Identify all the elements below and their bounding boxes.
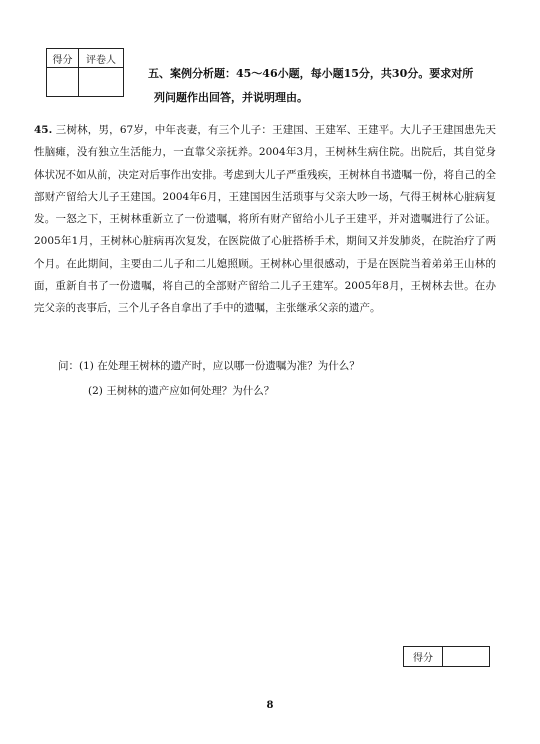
page-number: 8	[266, 700, 274, 711]
sub-question-2-text: (2) 王树林的遗产应如何处理？为什么？	[88, 385, 275, 397]
section-title	[148, 62, 508, 110]
grader-cell[interactable]	[79, 68, 124, 97]
section-title-line1: 五、案例分析题：45～46小题，每小题15分，共30分。要求对所	[148, 67, 474, 80]
sub-question-2	[88, 380, 518, 402]
sub-question-1	[58, 355, 488, 377]
grader-table	[46, 48, 124, 97]
grader-header: 评卷人	[79, 49, 124, 68]
question-text: 三树林，男，67岁，中年丧妻，有三个儿子：王建国、王建军、王建平。大儿子王建国患先天性脑瘫，没有独立生活能力，一直靠父亲抚养。2004年3月，王树林生病住院。出院后，其自觉身体状况不如从前，决定对后事作出安排。考虑到大儿子严重残疾，王树林自书遗嘱一份，将自己的全部财产留给大儿子王建国。2004年6月，王建国因生活琐事与父亲大吵一场，气得王树林心脏病复发。一怒之下，王树林重新立了一份遗嘱，将所有财产留给小儿子王建平，并对遗嘱进行了公证。2005年1月，王树林心脏病再次复发，在医院做了心脏搭桥手术，期间又并发肺炎，在院治疗了两个月。在此期间，主要由二儿子和二儿媳照顾。王树林心里很感动，于是在医院当着弟弟王山林的面，重新自书了一份遗嘱，将自己的全部财产留给二儿子王建军。2005年8月，王树林去世。在办完父亲的丧事后，三个儿子各自拿出了手中的遗嘱，主张继承父亲的遗产。	[34, 124, 497, 315]
ask-prefix: 问：	[58, 360, 79, 372]
question-number: 45.	[34, 124, 53, 136]
score-cell[interactable]	[47, 68, 79, 97]
score-box-value[interactable]	[443, 647, 490, 667]
score-header: 得分	[47, 49, 79, 68]
section-title-line2: 列问题作出回答，并说明理由。	[154, 91, 308, 104]
question-45	[34, 119, 496, 320]
score-box-label: 得分	[404, 647, 443, 667]
sub-question-1-text: (1) 在处理王树林的遗产时，应以哪一份遗嘱为准？为什么？	[79, 360, 360, 372]
score-box	[403, 646, 490, 667]
